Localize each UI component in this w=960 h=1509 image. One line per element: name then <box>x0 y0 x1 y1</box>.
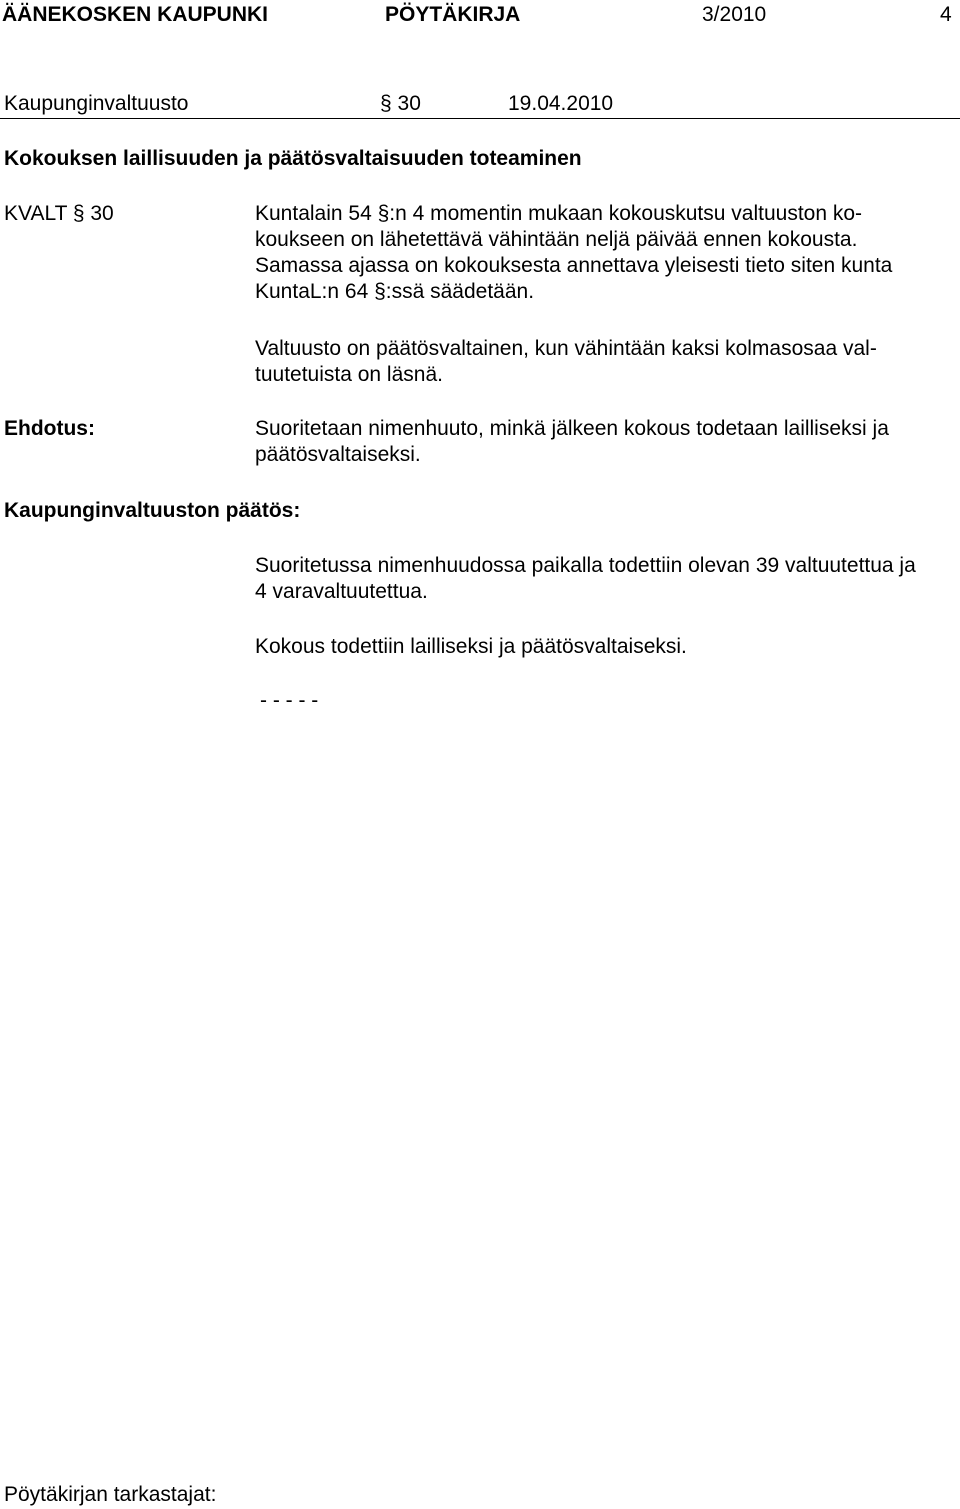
meeting-date: 19.04.2010 <box>508 92 614 115</box>
footer-reviewers-label: Pöytäkirjan tarkastajat: <box>4 1483 217 1506</box>
decision-label: Kaupunginvaltuuston päätös: <box>4 499 301 522</box>
text-line: päätösvaltaiseksi. <box>255 443 421 466</box>
end-marker: - - - - - <box>260 689 319 712</box>
text-line: 4 varavaltuutettua. <box>255 580 428 603</box>
proposal-text <box>255 416 960 468</box>
text-line: Suoritetussa nimenhuudossa paikalla todettiin olevan 39 valtuutettua ja <box>255 554 916 577</box>
text-line: tuutetuista on läsnä. <box>255 363 443 386</box>
text-line: Valtuusto on päätösvaltainen, kun vähintään kaksi kolmasosaa val- <box>255 337 877 360</box>
header-divider <box>0 118 960 119</box>
proposal-label: Ehdotus: <box>4 417 95 440</box>
page-number: 4 <box>940 3 952 26</box>
document-number: 3/2010 <box>702 3 767 26</box>
item-id: KVALT § 30 <box>4 202 114 225</box>
text-line: koukseen on lähetettävä vähintään neljä päivää ennen kokousta. <box>255 228 858 251</box>
meeting-body: Kaupunginvaltuusto <box>4 92 189 115</box>
item-paragraph-1 <box>255 201 960 305</box>
text-line: Suoritetaan nimenhuuto, minkä jälkeen kokous todetaan lailliseksi ja <box>255 417 889 440</box>
section-number: § 30 <box>380 92 421 115</box>
text-line: Samassa ajassa on kokouksesta annettava yleisesti tieto siten kunta <box>255 254 893 277</box>
text-line: Kuntalain 54 §:n 4 momentin mukaan kokouskutsu valtuuston ko- <box>255 202 863 225</box>
page-title: Kokouksen laillisuuden ja päätösvaltaisuuden toteaminen <box>4 147 582 170</box>
org-name: ÄÄNEKOSKEN KAUPUNKI <box>2 3 269 26</box>
item-paragraph-2 <box>255 336 960 388</box>
decision-paragraph-2: Kokous todettiin lailliseksi ja päätösvaltaiseksi. <box>255 635 687 658</box>
document-type: PÖYTÄKIRJA <box>385 3 521 26</box>
decision-paragraph-1 <box>255 553 960 605</box>
text-line: KuntaL:n 64 §:ssä säädetään. <box>255 280 535 303</box>
